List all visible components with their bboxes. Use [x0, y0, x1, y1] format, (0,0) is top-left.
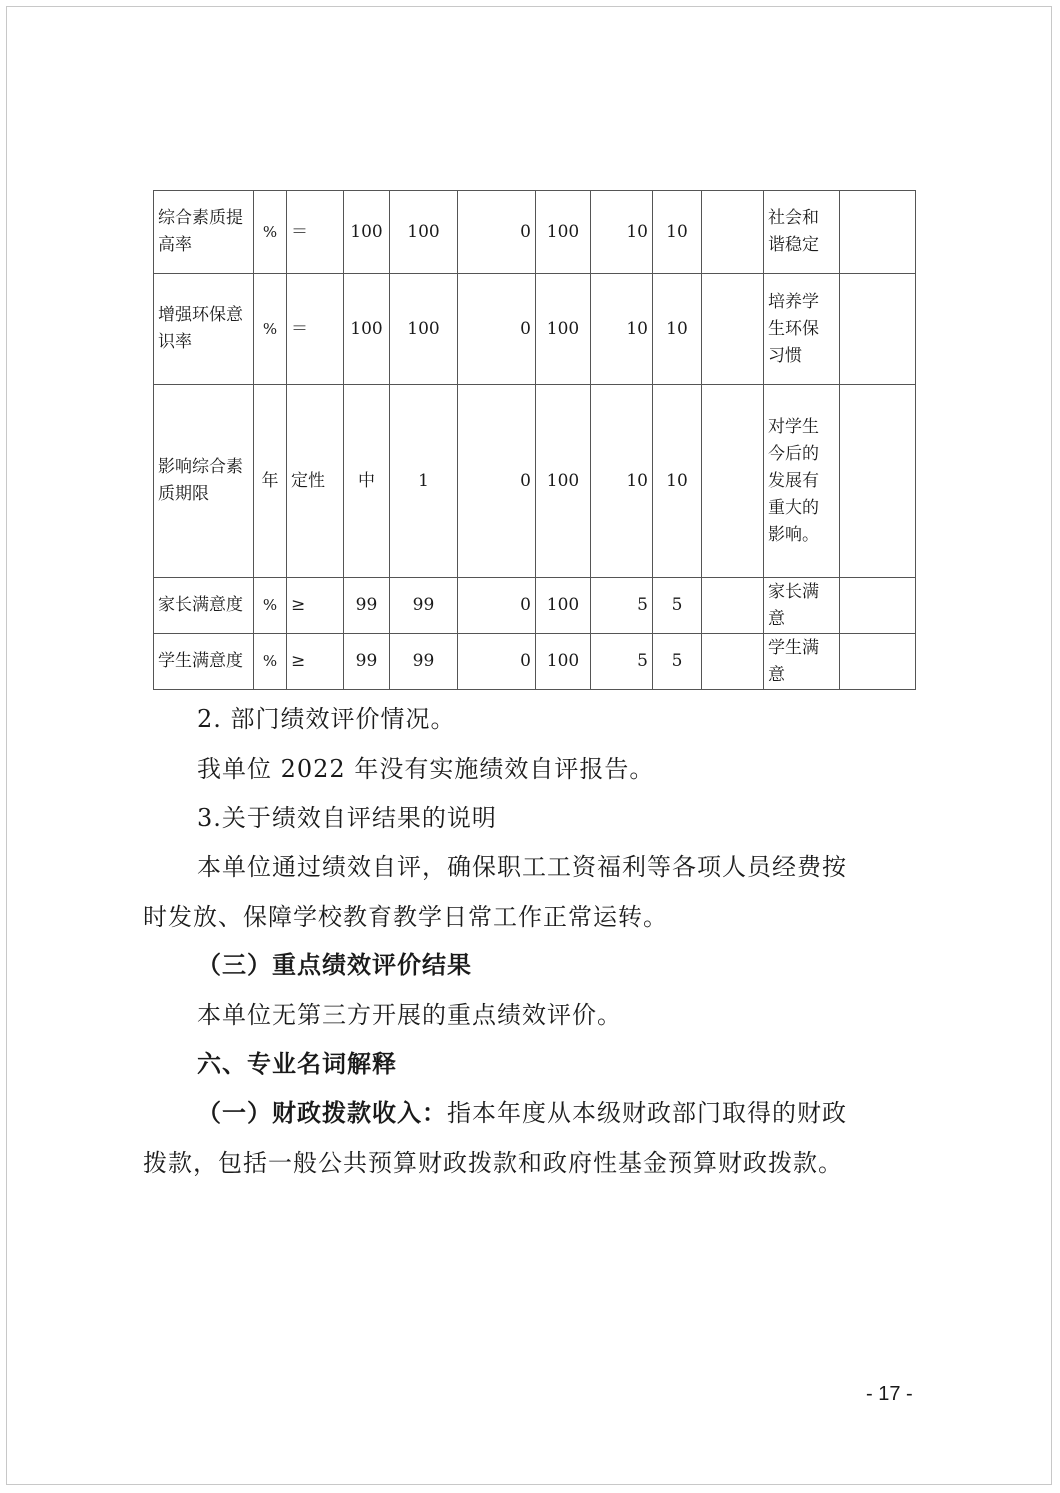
table-row: [154, 274, 916, 385]
indicator-target: 99: [344, 578, 390, 634]
indicator-actual: 99: [390, 578, 458, 634]
indicator-remark: [840, 634, 916, 690]
paragraph-line: 本单位通过绩效自评，确保职工工资福利等各项人员经费按: [197, 853, 847, 881]
indicator-operator: ≥: [287, 578, 344, 634]
indicator-reason: 对学生今后的发展有重大的影响。: [764, 385, 840, 578]
paragraph-line: 拨款，包括一般公共预算财政拨款和政府性基金预算财政拨款。: [143, 1149, 843, 1177]
indicator-score: 10: [653, 385, 702, 578]
indicator-remark: [840, 191, 916, 274]
indicator-name: 增强环保意识率: [154, 274, 254, 385]
indicator-operator: ＝: [287, 191, 344, 274]
section-3-heading: 3.关于绩效自评结果的说明: [197, 804, 497, 832]
indicator-reason: 学生满意: [764, 634, 840, 690]
indicator-operator: 定性: [287, 385, 344, 578]
indicator-col4: 100: [536, 578, 591, 634]
indicator-operator: ＝: [287, 274, 344, 385]
indicator-target: 中: [344, 385, 390, 578]
indicator-name: 学生满意度: [154, 634, 254, 690]
page-number: - 17 -: [866, 1383, 913, 1405]
indicator-weight: 10: [591, 274, 653, 385]
indicator-col7: [702, 191, 764, 274]
paragraph-line: [197, 1096, 847, 1130]
indicator-col4: 100: [536, 634, 591, 690]
indicator-name: 家长满意度: [154, 578, 254, 634]
indicator-col3: 0: [458, 274, 536, 385]
indicator-col7: [702, 578, 764, 634]
indicator-remark: [840, 578, 916, 634]
indicator-weight: 10: [591, 191, 653, 274]
indicator-col7: [702, 385, 764, 578]
indicator-col4: 100: [536, 191, 591, 274]
indicator-weight: 5: [591, 634, 653, 690]
indicator-col3: 0: [458, 578, 536, 634]
term-definition: 指本年度从本级财政部门取得的财政: [447, 1099, 847, 1127]
indicator-col3: 0: [458, 191, 536, 274]
indicator-col7: [702, 274, 764, 385]
indicator-score: 10: [653, 191, 702, 274]
indicator-unit: %: [254, 634, 287, 690]
table-row: [154, 385, 916, 578]
table-row: [154, 634, 916, 690]
section-heading: 六、专业名词解释: [197, 1049, 397, 1078]
indicator-operator: ≥: [287, 634, 344, 690]
subsection-heading: （三）重点绩效评价结果: [197, 950, 472, 979]
indicator-col7: [702, 634, 764, 690]
indicator-actual: 99: [390, 634, 458, 690]
indicator-name: 影响综合素质期限: [154, 385, 254, 578]
paragraph: 我单位 2022 年没有实施绩效自评报告。: [197, 755, 655, 783]
indicator-col3: 0: [458, 385, 536, 578]
indicator-target: 100: [344, 274, 390, 385]
indicator-unit: %: [254, 578, 287, 634]
indicator-unit: %: [254, 274, 287, 385]
table-row: [154, 191, 916, 274]
indicator-reason: 家长满意: [764, 578, 840, 634]
term-label: （一）财政拨款收入：: [197, 1098, 447, 1127]
indicator-col4: 100: [536, 385, 591, 578]
indicator-reason: 培养学生环保习惯: [764, 274, 840, 385]
indicator-target: 99: [344, 634, 390, 690]
paragraph-line: 时发放、保障学校教育教学日常工作正常运转。: [143, 903, 668, 931]
indicator-unit: %: [254, 191, 287, 274]
indicator-col4: 100: [536, 274, 591, 385]
table-row: [154, 578, 916, 634]
indicator-score: 10: [653, 274, 702, 385]
indicator-name: 综合素质提高率: [154, 191, 254, 274]
indicator-remark: [840, 274, 916, 385]
indicator-actual: 100: [390, 191, 458, 274]
indicator-weight: 5: [591, 578, 653, 634]
indicator-actual: 1: [390, 385, 458, 578]
indicator-unit: 年: [254, 385, 287, 578]
indicator-col3: 0: [458, 634, 536, 690]
performance-table: [153, 190, 916, 690]
indicator-reason: 社会和谐稳定: [764, 191, 840, 274]
indicator-score: 5: [653, 634, 702, 690]
section-2-heading: 2. 部门绩效评价情况。: [197, 705, 456, 733]
indicator-actual: 100: [390, 274, 458, 385]
indicator-score: 5: [653, 578, 702, 634]
indicator-target: 100: [344, 191, 390, 274]
indicator-weight: 10: [591, 385, 653, 578]
indicator-remark: [840, 385, 916, 578]
paragraph: 本单位无第三方开展的重点绩效评价。: [197, 1001, 622, 1029]
